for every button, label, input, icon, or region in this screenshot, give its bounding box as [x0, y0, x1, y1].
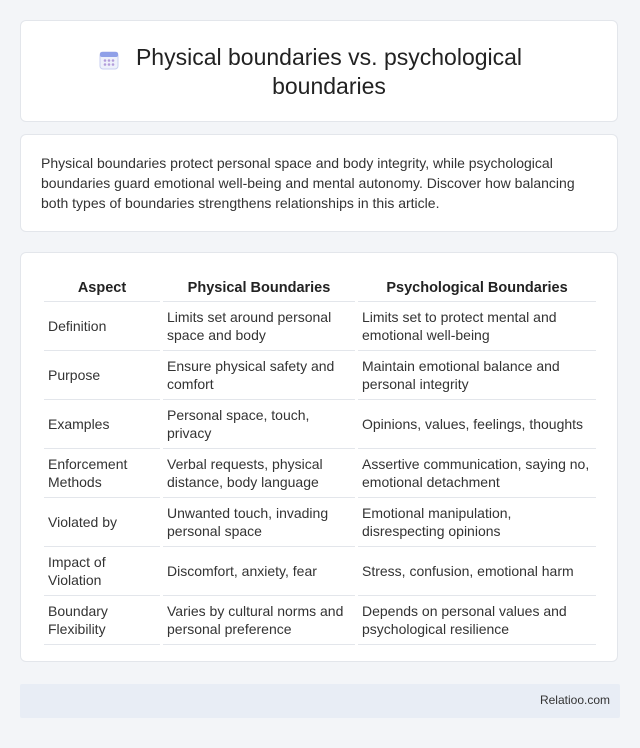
table-row [44, 547, 596, 596]
column-header: Aspect [44, 275, 160, 302]
column-header: Psychological Boundaries [358, 275, 596, 302]
footer-brand-link[interactable]: Relatioo.com [539, 693, 610, 707]
table-row [44, 400, 596, 449]
intro-card [20, 134, 618, 232]
aspect-cell: Examples [44, 400, 160, 449]
psychological-cell: Depends on personal values and psychological resilience [358, 596, 596, 645]
physical-cell: Discomfort, anxiety, fear [163, 547, 355, 596]
psychological-cell: Opinions, values, feelings, thoughts [358, 400, 596, 449]
psychological-cell: Stress, confusion, emotional harm [358, 547, 596, 596]
comparison-table-card [20, 252, 618, 662]
comparison-table [41, 275, 599, 645]
aspect-cell: Definition [44, 302, 160, 351]
physical-cell: Verbal requests, physical distance, body language [163, 449, 355, 498]
psychological-cell: Emotional manipulation, disrespecting opinions [358, 498, 596, 547]
physical-cell: Personal space, touch, privacy [163, 400, 355, 449]
page-title: Physical boundaries vs. psychological boundaries [135, 44, 523, 99]
table-header-row [44, 275, 596, 302]
footer [20, 684, 620, 718]
aspect-cell: Purpose [44, 351, 160, 400]
aspect-cell: Boundary Flexibility [44, 596, 160, 645]
table-row [44, 449, 596, 498]
psychological-cell: Limits set to protect mental and emotional well-being [358, 302, 596, 351]
column-header: Physical Boundaries [163, 275, 355, 302]
physical-cell: Unwanted touch, invading personal space [163, 498, 355, 547]
physical-cell: Limits set around personal space and body [163, 302, 355, 351]
aspect-cell: Violated by [44, 498, 160, 547]
psychological-cell: Maintain emotional balance and personal integrity [358, 351, 596, 400]
intro-text: Physical boundaries protect personal space and body integrity, while psychological boundaries guard emotional well-being and mental autonomy. Discover how balancing both types of boundaries strengthens relationships in this article. [41, 155, 575, 211]
table-row [44, 302, 596, 351]
aspect-cell: Enforcement Methods [44, 449, 160, 498]
physical-cell: Ensure physical safety and comfort [163, 351, 355, 400]
table-row [44, 498, 596, 547]
physical-cell: Varies by cultural norms and personal preference [163, 596, 355, 645]
table-row [44, 351, 596, 400]
title-card [20, 20, 618, 122]
psychological-cell: Assertive communication, saying no, emotional detachment [358, 449, 596, 498]
table-row [44, 596, 596, 645]
aspect-cell: Impact of Violation [44, 547, 160, 596]
